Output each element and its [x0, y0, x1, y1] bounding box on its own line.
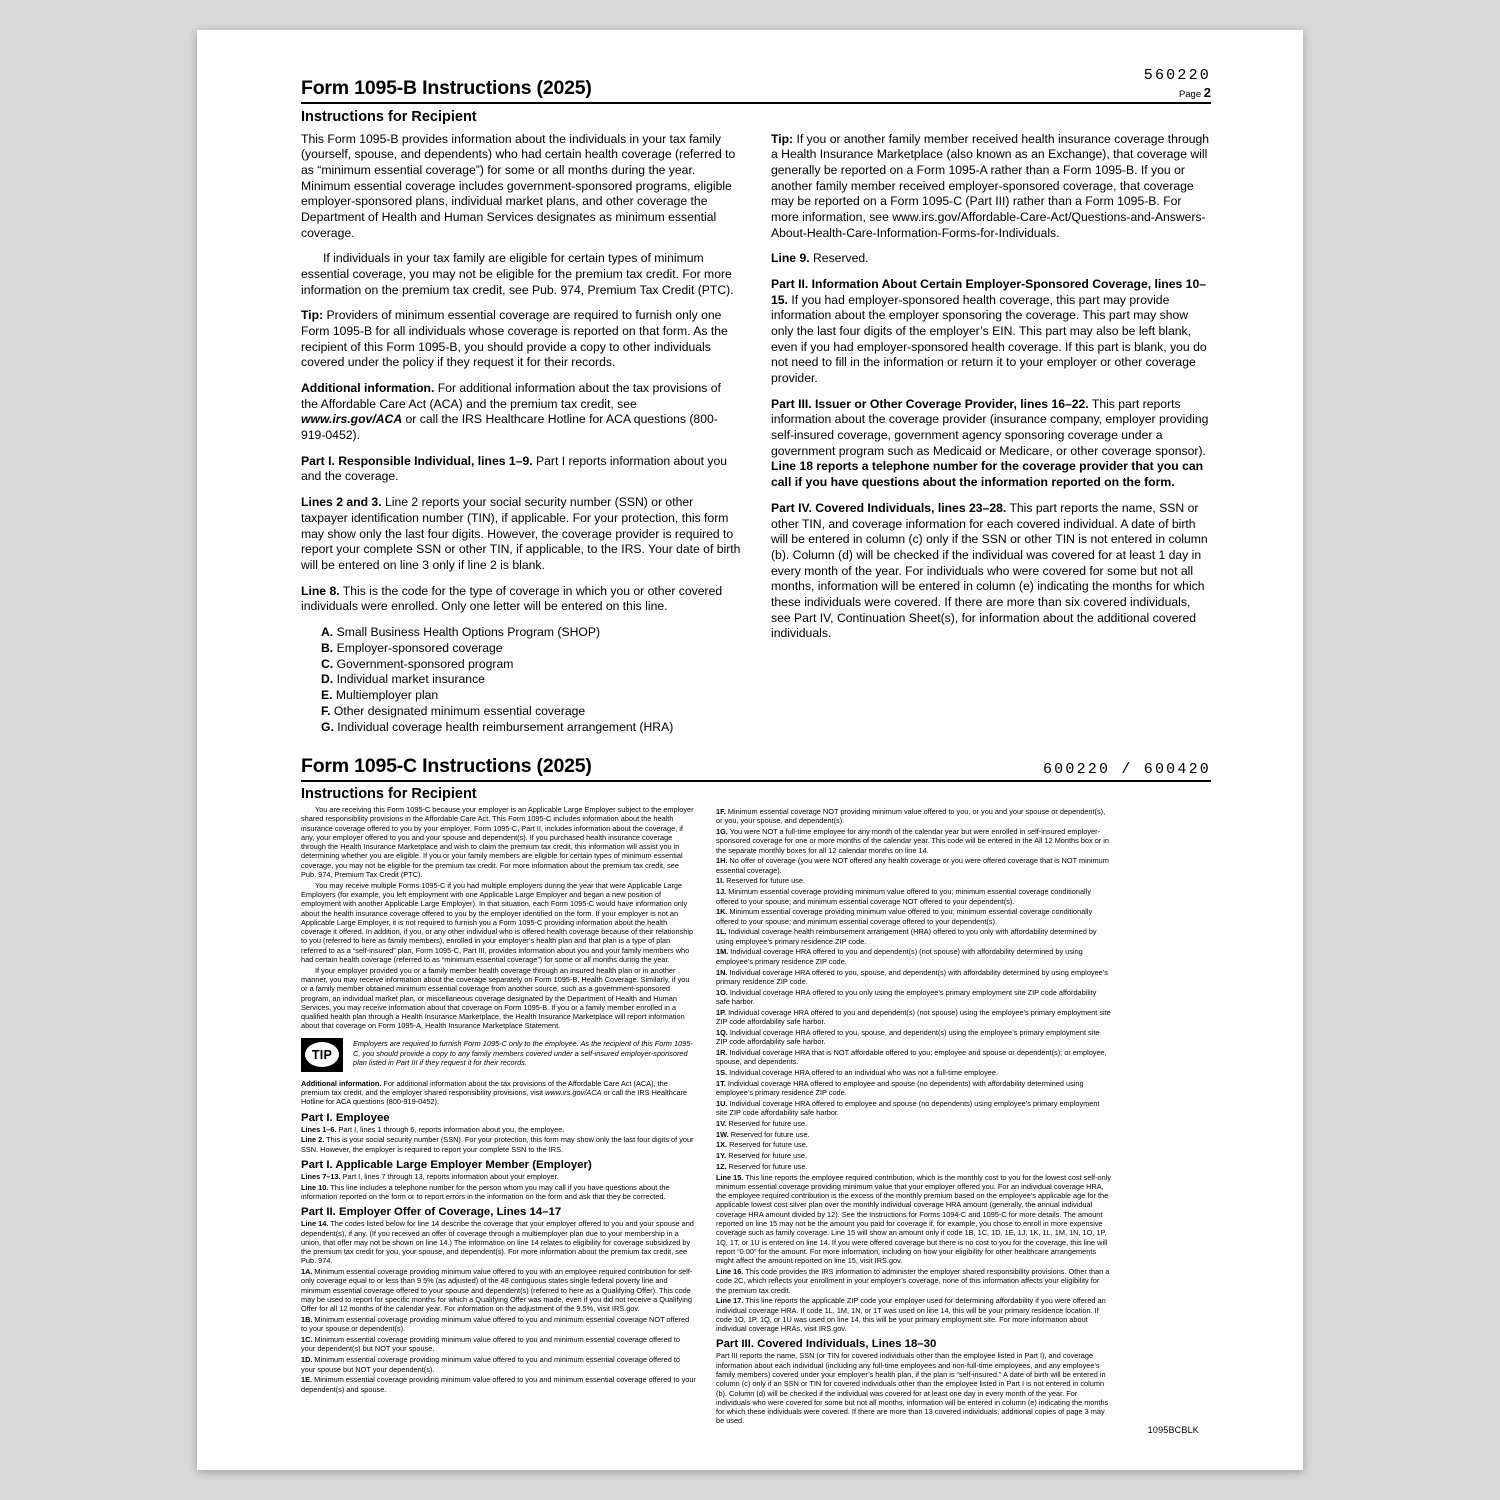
- coverage-code-text: Employer-sponsored coverage: [336, 640, 503, 655]
- offer-code-text: Minimum essential coverage providing minimum value offered to you and minimum essential coverage offered to your dependent(s) and spouse.: [301, 1375, 696, 1394]
- sheet-code: 1095BCBLK: [1147, 1425, 1199, 1435]
- offer-code-label: 1Z.: [716, 1161, 727, 1171]
- coverage-code-list: [301, 625, 741, 736]
- tip-label: Tip:: [301, 308, 324, 323]
- tip-callout-text: Employers are required to furnish Form 1095-C only to the employee. As the recipient of this Form 1095-C, you should provide a copy to any family members covered under a self-insured employer-sponsored plan listed in Part III if they request it for their records.: [353, 1038, 693, 1068]
- paragraph-lines-2-3: [301, 495, 741, 573]
- form-1095b-title: Form 1095-B Instructions (2025): [301, 76, 592, 99]
- c-paragraph-line-16: [716, 1267, 1111, 1295]
- offer-code-label: 1L.: [716, 927, 727, 937]
- offer-code-item: [716, 947, 1111, 966]
- coverage-code-letter: F.: [321, 704, 334, 719]
- paragraph-tip-providers: [301, 308, 741, 371]
- form-1095b-section: [301, 68, 1211, 736]
- lines-7-13-label: Lines 7–13.: [301, 1171, 341, 1181]
- offer-code-list-right: [716, 807, 1111, 1171]
- coverage-code-text: Government-sponsored program: [336, 656, 514, 671]
- line-8-label: Line 8.: [301, 583, 340, 598]
- c-paragraph-line-17: [716, 1296, 1111, 1333]
- offer-code-item: [716, 1162, 1111, 1171]
- c-additional-information-text-b: or call the IRS Healthcare Hotline for ACA questions (800-919-0452).: [301, 1088, 688, 1107]
- paragraph-part3: [771, 397, 1211, 491]
- tip-icon-label: TIP: [305, 1042, 339, 1067]
- offer-code-text: Minimum essential coverage providing minimum value offered to you and minimum essential coverage offered to your dependent(s) but NOT your spouse.: [301, 1335, 680, 1354]
- c-line-16-body: This code provides the IRS information to administer the employer shared responsibility provisions. Other than a code 2C, which reflects your enrollment in your employer’s coverage, none of this information affects your eligibility for the premium tax credit.: [716, 1266, 1110, 1295]
- coverage-code-letter: D.: [321, 672, 337, 687]
- offer-code-text: Individual coverage HRA offered to you, spouse, and dependent(s) using the employee’s primary employment site ZIP code affordability safe harbor.: [716, 1027, 1100, 1046]
- c-line-17-label: Line 17.: [716, 1296, 744, 1306]
- part4-label: Part IV. Covered Individuals, lines 23–28.: [771, 500, 1007, 515]
- page-label: Page: [1178, 88, 1202, 100]
- c-line-15-label: Line 15.: [716, 1172, 744, 1182]
- heading-part2: Part II. Employer Offer of Coverage, Lines 14–17: [301, 1206, 562, 1219]
- form-1095c-subheading: Instructions for Recipient: [301, 786, 477, 802]
- offer-code-text: Reserved for future use.: [727, 1140, 808, 1150]
- paragraph-overview: This Form 1095-B provides information about the individuals in your tax family (yourself, spouse, and dependents) who had certain health coverage (referred to as “minimum essential coverage”) for some or all months during the year. Minimum essential coverage includes government-sponsored programs, eligible employer-sponsored plans, individual market plans, and other coverage the Department of Health and Human Services designates as minimum essential coverage.: [301, 131, 736, 240]
- offer-code-item: [301, 1335, 696, 1354]
- c-paragraph-lines-7-13: [301, 1172, 696, 1181]
- c-line-14-label: Line 14.: [301, 1219, 329, 1229]
- offer-code-label: 1N.: [716, 967, 728, 977]
- offer-code-text: Individual coverage HRA offered to you, spouse, and dependent(s) with affordability determined by using employee’s primary residence ZIP code.: [716, 967, 1108, 986]
- paragraph-eligibility: If individuals in your tax family are eligible for certain types of minimum essential coverage, you may not be eligible for the premium tax credit. For more information on the premium tax credit, see Pub. 974, Premium Tax Credit (PTC).: [301, 251, 734, 297]
- offer-code-label: 1K.: [716, 907, 728, 917]
- paragraph-additional-information: [301, 381, 741, 444]
- offer-code-text: Individual coverage HRA offered to employee and spouse (no dependents) with affordability determined using employee’s primary residence ZIP code.: [716, 1078, 1084, 1097]
- tip-body: Providers of minimum essential coverage are required to furnish only one Form 1095-B for all individuals whose coverage is reported on that form. As the recipient of this Form 1095-B, you should provide a copy to other individuals covered under the policy if they request it for their records.: [301, 308, 728, 370]
- c-line-15-body: This line reports the employee required contribution, which is the monthly cost to you for the lowest cost self-only minimum essential coverage providing minimum value that your employer offered you. For an individual coverage HRA, the employee required contribution is the excess of the monthly premium based on the employee’s applicable age for the applicable lowest cost silver plan over the monthly individual coverage HRA amount (generally, the annual individual coverage HRA amount divided by 12). See the Instructions for Forms 1094-C and 1095-C for more details. The amount reported on line 15 may not be the amount you paid for coverage if, for example, you chose to enroll in more expensive coverage such as family coverage. Line 15 will show an amount only if code 1B, 1C, 1D, 1E, 1J, 1K, 1L, 1M, 1N, 1O, 1P, 1Q, 1T, or 1U is entered on line 14. If you were offered coverage but there is no cost to you for the coverage, this line will report “0.00” for the amount. For more information, including on how your eligibility for other healthcare arrangements might affect the amount reported on line 15, visit IRS.gov.: [716, 1172, 1111, 1266]
- tip-callout: [301, 1037, 696, 1072]
- offer-code-text: Individual coverage health reimbursement arrangement (HRA) offered to you only with affordability determined by using employee’s primary residence ZIP code.: [716, 927, 1097, 946]
- offer-code-label: 1H.: [716, 856, 728, 866]
- c-paragraph-line-10: [301, 1183, 696, 1202]
- paragraph-part1: [301, 454, 741, 485]
- offer-code-label: 1V.: [716, 1118, 727, 1128]
- offer-code-item: [716, 1099, 1111, 1118]
- offer-code-item: [716, 1048, 1111, 1067]
- form-1095c-left-column: [301, 805, 696, 1427]
- irs-aca-url: www.irs.gov/ACA: [301, 412, 403, 427]
- part2-body: If you had employer-sponsored health coverage, this part may provide information about the employer sponsoring the coverage. This part may show only the last four digits of the employer’s EIN. This part may also be left blank, even if you had employer-sponsored health coverage. If this part is blank, you do not need to fill in the information or return it to your employer or other coverage provider.: [771, 292, 1207, 386]
- line-9-label: Line 9.: [771, 251, 810, 266]
- offer-code-item: [716, 968, 1111, 987]
- form-1095c-catalog-number: 600220 / 600420: [1042, 761, 1211, 778]
- part3-label: Part III. Issuer or Other Coverage Provider, lines 16–22.: [771, 396, 1089, 411]
- offer-code-text: No offer of coverage (you were NOT offered any health coverage or you were offered coverage that is NOT minimum essential coverage).: [716, 856, 1109, 875]
- lines-7-13-body: Part I, lines 7 through 13, reports information about your employer.: [340, 1171, 559, 1181]
- offer-code-label: 1R.: [716, 1047, 728, 1057]
- offer-code-label: 1C.: [301, 1335, 313, 1345]
- c-paragraph-intro: You are receiving this Form 1095-C because your employer is an Applicable Large Employer subject to the employer shared responsibility provisions in the Affordable Care Act. This Form 1095-C includes information about the health insurance coverage offered to you by your employer. Form 1095-C, Part II, includes information about the coverage, if any, your employer offered to you and your spouse and dependent(s). If you purchased health insurance coverage through the Health Insurance Marketplace and wish to claim the premium tax credit, this information will assist you in determining whether you are eligible. If you or your family members are eligible for certain types of minimum essential coverage, you may not be eligible for the premium tax credit. For more information about the premium tax credit, see Pub. 974, Premium Tax Credit (PTC).: [301, 805, 694, 879]
- c-paragraph-additional-information: [301, 1079, 696, 1107]
- c-paragraph-lines-1-6: [301, 1125, 696, 1134]
- offer-code-label: 1I.: [716, 876, 725, 886]
- c-line-17-body: This line reports the applicable ZIP code your employer used for determining affordability if you were offered an individual coverage HRA. If code 1L, 1M, 1N, or 1T was used on line 14, this will be your primary residence location. If code 1O, 1P, 1Q, or 1U was used on line 14, this will be your primary employment site. For more information about individual coverage HRAs, visit IRS.gov.: [716, 1296, 1106, 1334]
- heading-part1-employee: Part I. Employee: [301, 1111, 390, 1124]
- line-9-body: Reserved.: [809, 251, 869, 266]
- form-1095c-columns: [301, 805, 1211, 1427]
- coverage-code-item: [301, 672, 741, 688]
- paragraph-line-8: [301, 584, 741, 615]
- c-paragraph-other-coverage: If your employer provided you or a family member health coverage through an insured health plan or in another manner, you may receive information about the coverage separately on Form 1095-B, Health Coverage. Similarly, if you or a family member obtained minimum essential coverage from another source, such as a government-sponsored program, an individual market plan, or miscellaneous coverage designated by the Department of Health and Human Services, you may receive information about that coverage on Form 1095-B. If you or a family member enrolled in a qualified health plan through a Health Insurance Marketplace, the Health Insurance Marketplace will report information about that coverage on Form 1095-A, Health Insurance Marketplace Statement.: [301, 965, 690, 1031]
- form-1095b-columns: [301, 132, 1211, 736]
- coverage-code-letter: E.: [321, 688, 336, 703]
- form-1095c-header: [301, 755, 1211, 782]
- offer-code-label: 1F.: [716, 807, 726, 816]
- offer-code-text: Individual coverage HRA that is NOT affordable offered to you; employee and spouse or dependent(s); or employee, spouse, and dependents.: [716, 1047, 1107, 1067]
- offer-code-label: 1Y.: [716, 1151, 727, 1161]
- c-line-10-label: Line 10.: [301, 1182, 329, 1192]
- page-number: 2: [1203, 84, 1211, 100]
- page-indicator: [1144, 86, 1211, 100]
- offer-code-item: [301, 1267, 696, 1313]
- paragraph-tip-marketplace: [771, 132, 1211, 242]
- offer-code-item: [716, 907, 1111, 926]
- offer-code-text: Individual coverage HRA offered to employee and spouse (no dependents) using employee’s primary employment site ZIP code affordability safe harbor.: [716, 1098, 1100, 1117]
- paragraph-part2: [771, 277, 1211, 387]
- coverage-code-item: [301, 625, 741, 641]
- c-paragraph-line-14: [301, 1219, 696, 1265]
- c-line-14-body: The codes listed below for line 14 describe the coverage that your employer offered to you and your spouse and dependent(s), if any. (If you received an offer of coverage through a multiemployer plan due to your membership in a union, that offer may not be shown on line 14.) The information on line 14 relates to eligibility for coverage subsidized by the premium tax credit for you, your spouse, and dependent(s). For more information about the premium tax credit, see Pub. 974.: [301, 1219, 694, 1266]
- offer-code-label: 1O.: [716, 987, 728, 997]
- offer-code-text: Reserved for future use.: [726, 1161, 808, 1171]
- offer-code-label: 1D.: [301, 1355, 313, 1365]
- c-paragraph-line-15: [716, 1173, 1111, 1266]
- offer-code-label: 1Q.: [716, 1027, 728, 1037]
- part1-label: Part I. Responsible Individual, lines 1–9.: [301, 453, 533, 468]
- lines-1-6-label: Lines 1–6.: [301, 1124, 337, 1134]
- offer-code-item: [716, 1130, 1111, 1139]
- coverage-code-text: Individual market insurance: [336, 672, 485, 687]
- offer-code-item: [716, 876, 1111, 885]
- part2-label: Part II. Information About Certain Employer-Sponsored Coverage, lines 10–15.: [771, 277, 1207, 307]
- offer-code-label: 1P.: [716, 1007, 727, 1017]
- coverage-code-text: Small Business Health Options Program (SHOP): [336, 624, 601, 639]
- offer-code-text: Individual coverage HRA offered to you and dependent(s) (not spouse) using the employee’s primary employment site ZIP code affordability safe harbor.: [716, 1007, 1111, 1026]
- offer-code-text: Individual coverage HRA offered to you and dependent(s) (not spouse) with affordability determined by using employee’s primary residence ZIP code.: [716, 947, 1083, 966]
- part3-line18-emphasis: Line 18 reports a telephone number for the coverage provider that you can call if you have questions about the information reported on the form.: [771, 459, 1204, 490]
- offer-code-label: 1M.: [716, 947, 729, 957]
- c-line-10-body: This line includes a telephone number for the person whom you may call if you have questions about the information reported on the form or to report errors in the information on the form and ask that they be corrected.: [301, 1182, 670, 1201]
- form-1095b-header-right: [1144, 68, 1211, 100]
- offer-code-label: 1B.: [301, 1315, 313, 1325]
- coverage-code-item: [301, 720, 741, 736]
- coverage-code-text: Multiemployer plan: [335, 688, 439, 703]
- offer-code-label: 1W.: [716, 1129, 729, 1139]
- offer-code-item: [716, 1119, 1111, 1128]
- form-1095c-right-column: [716, 805, 1111, 1427]
- offer-code-item: [716, 988, 1111, 1007]
- c-paragraph-line-2: [301, 1135, 696, 1154]
- c-additional-information-text-a: For additional information about the tax provisions of the Affordable Care Act (ACA), the premium tax credit, and the employer shared responsibility provisions, visit: [301, 1078, 668, 1098]
- offer-code-item: [716, 927, 1111, 946]
- coverage-code-letter: G.: [321, 720, 338, 735]
- coverage-code-letter: C.: [321, 656, 337, 671]
- form-1095b-subheading: Instructions for Recipient: [301, 108, 477, 125]
- part1-body: Part I reports information about you and the coverage.: [301, 453, 728, 484]
- offer-code-label: 1U.: [716, 1098, 728, 1108]
- lines-2-3-label: Lines 2 and 3.: [301, 495, 382, 510]
- part3-body: This part reports information about the coverage provider (insurance company, employer providing self-insured coverage, government agency sponsoring coverage under a government program such as Medicaid or Medicare, or other coverage sponsor).: [771, 396, 1209, 458]
- coverage-code-text: Other designated minimum essential coverage: [333, 704, 586, 719]
- offer-code-item: [716, 827, 1111, 855]
- form-1095b-header: [301, 68, 1211, 104]
- form-1095c-section: [301, 755, 1211, 1427]
- offer-code-item: [716, 1068, 1111, 1077]
- offer-code-label: 1S.: [716, 1067, 728, 1077]
- form-1095b-right-column: [771, 132, 1211, 736]
- tip-marketplace-body: If you or another family member received health insurance coverage through a Health Insurance Marketplace (also known as an Exchange), that coverage will generally be reported on a Form 1095-A rather than a Form 1095-B. If you or another family member received employer-sponsored coverage, that coverage may be reported on a Form 1095-C (Part III) rather than a Form 1095-B. For more information, see www.irs.gov/Affordable-Care-Act/Questions-and-Answers-About-Health-Care-Information-Forms-for-Individuals.: [771, 131, 1210, 240]
- c-line-16-label: Line 16.: [716, 1266, 744, 1276]
- offer-code-text: Minimum essential coverage providing minimum value offered to you and minimum essential coverage offered to your spouse but NOT your dependent(s).: [301, 1355, 680, 1374]
- c-line-2-body: This is your social security number (SSN). For your protection, this form may show only the last four digits of your SSN. However, the employer is required to report your complete SSN to the IRS.: [301, 1135, 694, 1154]
- offer-code-item: [716, 1008, 1111, 1027]
- c-paragraph-multiple-forms: You may receive multiple Forms 1095-C if you had multiple employers during the year that were Applicable Large Employers (for example, you left employment with one Applicable Large Employer and began a new position of employment with another Applicable Large Employer). In that situation, each Form 1095-C would have information only about the health insurance coverage offered to you by the employer identified on the form. If your employer is not an Applicable Large Employer, it is not required to furnish you a Form 1095-C providing information about the health coverage it offered. In addition, if you, or any other individual who is offered health coverage because of their relationship to you (referred to here as family members), enrolled in your employer’s health plan and that plan is a type of plan referred to as a “self-insured” plan, Form 1095-C, Part III, provides information about you and your family members who had certain health coverage (referred to as “minimum essential coverage”) for some or all months during the year.: [301, 880, 694, 964]
- offer-code-label: 1E.: [301, 1375, 313, 1385]
- coverage-code-item: [301, 657, 741, 673]
- offer-code-label: 1G.: [716, 827, 728, 837]
- coverage-code-item: [301, 641, 741, 657]
- offer-code-item: [716, 887, 1111, 906]
- offer-code-list-left: [301, 1267, 696, 1394]
- offer-code-text: Reserved for future use.: [726, 1118, 808, 1128]
- document-page: [197, 30, 1303, 1470]
- offer-code-item: [716, 1140, 1111, 1149]
- heading-part3-covered-individuals: Part III. Covered Individuals, Lines 18–30: [716, 1338, 937, 1351]
- offer-code-item: [716, 856, 1111, 875]
- coverage-code-letter: A.: [321, 624, 337, 639]
- form-1095c-title: Form 1095-C Instructions (2025): [301, 755, 592, 777]
- heading-part1-ale: Part I. Applicable Large Employer Member (Employer): [301, 1158, 592, 1171]
- coverage-code-item: [301, 688, 741, 704]
- paragraph-line-9: [771, 251, 1211, 267]
- offer-code-item: [716, 1028, 1111, 1047]
- lines-2-3-body: Line 2 reports your social security number (SSN) or other taxpayer identification number (TIN), if applicable. For your protection, this form may show only the last four digits. However, the coverage provider is required to report your complete SSN or other TIN, if applicable, to the IRS. Your date of birth will be entered on line 3 only if line 2 is blank.: [301, 495, 741, 572]
- offer-code-text: Minimum essential coverage providing minimum value offered to you with an employee required contribution for self-only coverage equal to or less than 9.5% (as adjusted) of the 48 contiguous states single federal poverty line and minimum essential coverage offered to your spouse and dependent(s) (referred to here as a Qualifying Offer). This code may be used to report for specific months for which a Qualifying Offer was made, even if you did not receive a Qualifying Offer for all 12 months of the calendar year. For information on the adjustment of the 9.5%, visit IRS.gov.: [301, 1267, 693, 1314]
- offer-code-label: 1J.: [716, 887, 727, 897]
- offer-code-item: [716, 1079, 1111, 1098]
- tip-icon: [301, 1038, 343, 1072]
- line-8-body: This is the code for the type of coverage in which you or other covered individuals were enrolled. Only one letter will be entered on this line.: [301, 583, 723, 614]
- offer-code-text: Reserved for future use.: [728, 1129, 810, 1139]
- coverage-code-item: [301, 704, 741, 720]
- offer-code-text: Minimum essential coverage NOT providing minimum value offered to you, or you and your spouse or dependent(s), or you, your spouse, and dependent(s).: [716, 807, 1106, 826]
- offer-code-label: 1X.: [716, 1140, 728, 1150]
- coverage-code-letter: B.: [321, 640, 337, 655]
- additional-information-text-b: or call the IRS Healthcare Hotline for ACA questions (800-919-0452).: [301, 412, 718, 443]
- offer-code-item: [301, 1355, 696, 1374]
- c-paragraph-part3: Part III reports the name, SSN (or TIN for covered individuals other than the employee listed in Part I), and coverage information about each individual (including any full-time employees and non-full-time employees, and any employee’s family members) covered under your employer’s health plan, if the plan is “self-insured.” A date of birth will be entered in column (c) only if an SSN or TIN for covered individuals other than the employee listed in Part I is not entered in column (b). Column (d) will be checked if the individual was covered for at least one day in every month of the year. For individuals who were covered for some but not all months, information will be entered in column (e) indicating the months for which these individuals were covered. If there are more than 13 covered individuals, additional copies of page 3 may be used.: [716, 1351, 1109, 1426]
- c-line-2-label: Line 2.: [301, 1135, 325, 1145]
- offer-code-item: [716, 1151, 1111, 1160]
- additional-information-label: Additional information.: [301, 381, 435, 396]
- part4-body: This part reports the name, SSN or other TIN, and coverage information for each covered individual. A date of birth will be entered in column (c) only if the SSN or other TIN is not entered in column (b). Column (d) will be checked if the individual was covered for at least 1 day in every month of the year. For individuals who were covered for some but not all months, information will be entered in column (e) indicating the months for which these individuals were covered. If there are more than six covered individuals, see Part IV, Continuation Sheet(s), for information about the additional covered individuals.: [771, 500, 1208, 641]
- offer-code-text: Minimum essential coverage providing minimum value offered to you; minimum essential coverage conditionally offered to your spouse; and minimum essential coverage offered to your dependent(s).: [716, 907, 1093, 926]
- offer-code-text: Individual coverage HRA offered to you only using the employee’s primary employment site ZIP code affordability safe harbor.: [716, 987, 1097, 1006]
- catalog-number: 560220: [1143, 67, 1211, 84]
- offer-code-text: Minimum essential coverage providing minimum value offered to you; minimum essential coverage conditionally offered to your spouse; and minimum essential coverage NOT offered to your dependent(s).: [716, 887, 1091, 906]
- offer-code-text: Minimum essential coverage providing minimum value offered to you and minimum essential coverage NOT offered to your spouse or dependent(s).: [301, 1315, 690, 1334]
- c-irs-aca-url: www.irs.gov/ACA: [545, 1088, 602, 1098]
- offer-code-text: Reserved for future use.: [726, 1151, 808, 1161]
- offer-code-item: [301, 1315, 696, 1334]
- offer-code-label: 1A.: [301, 1267, 313, 1277]
- additional-information-text-a: For additional information about the tax provisions of the Affordable Care Act (ACA) and the premium tax credit, see: [301, 381, 721, 411]
- c-additional-information-label: Additional information.: [301, 1078, 382, 1088]
- offer-code-item: [301, 1375, 696, 1394]
- offer-code-text: Reserved for future use.: [724, 876, 805, 886]
- paragraph-part4: [771, 501, 1211, 642]
- offer-code-item: [716, 807, 1111, 826]
- offer-code-text: Individual coverage HRA offered to an individual who was not a full-time employee.: [727, 1067, 998, 1077]
- form-1095b-left-column: [301, 132, 741, 736]
- offer-code-text: You were NOT a full-time employee for any month of the calendar year but were enrolled in self-insured employer-sponsored coverage for one or more months of the calendar year. This code will be entered in the All 12 Months box or in the separate monthly boxes for all 12 calendar months on line 14.: [716, 827, 1109, 855]
- tip-marketplace-label: Tip:: [771, 131, 794, 146]
- coverage-code-text: Individual coverage health reimbursement arrangement (HRA): [337, 720, 674, 735]
- offer-code-label: 1T.: [716, 1078, 726, 1088]
- lines-1-6-body: Part I, lines 1 through 6, reports information about you, the employee.: [336, 1124, 565, 1134]
